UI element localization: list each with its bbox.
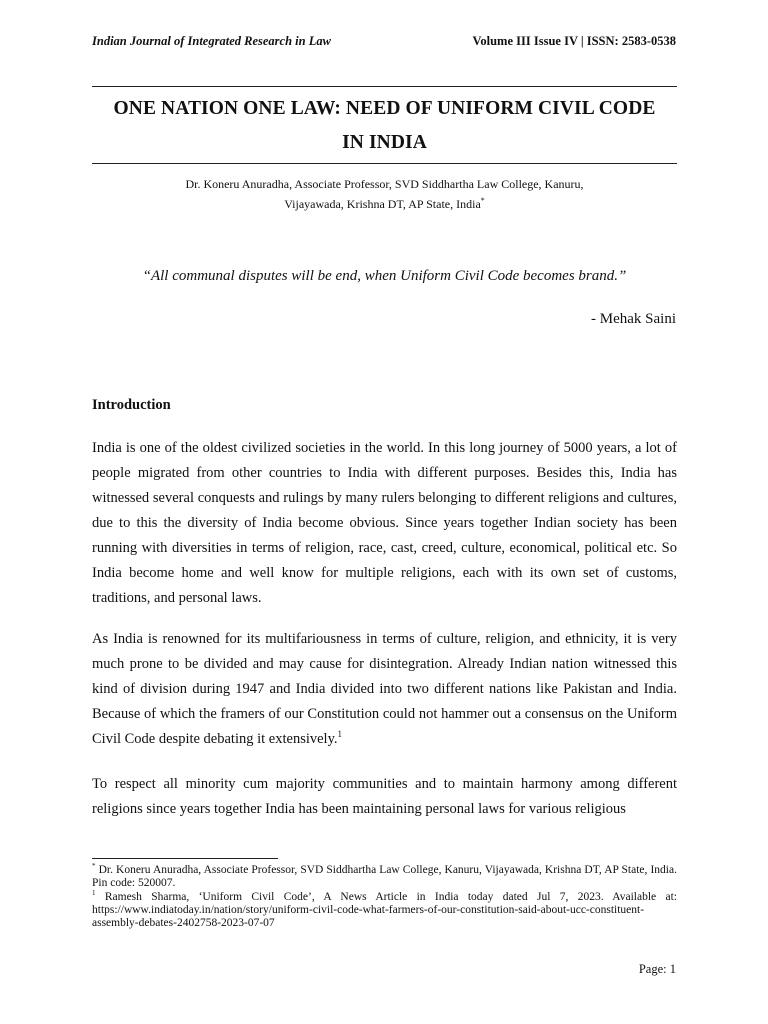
title-top-rule <box>92 86 677 87</box>
footnote-author: * Dr. Koneru Anuradha, Associate Professor, SVD Siddhartha Law College, Kanuru, Vijayawada, Krishna DT, AP State, India. Pin code: 520007. <box>92 862 677 890</box>
footnotes <box>92 864 677 930</box>
footnote-1: $^1$ Ramesh Sharma, ‘Uniform Civil Code’, A News Article in India today dated Jul 7, 2023. Available at: https://www.indiatoday.in/nation/story/uniform-civil-code-what-farmers-of-our-constitution-said-about-ucc-constituent-assembly-debates-2402758-2023-07-07 <box>92 888 677 930</box>
footnote-separator <box>92 858 278 859</box>
paragraph-2: As India is renowned for its multifariousness in terms of culture, religion, and ethnicity, it is very much prone to be divided and may cause for disintegration. Already Indian nation witnessed this kind of division during 1947 and India divided into two different nations like Pakistan and India. Because of which the framers of our Constitution could not hammer out a consensus on the Uniform Civil Code despite debating it extensively.$^1$ <box>92 631 677 747</box>
author-affiliation <box>92 177 677 212</box>
paragraph-3: To respect all minority cum majority communities and to maintain harmony among different religions since years together India has been maintaining personal laws for various religious <box>92 776 677 817</box>
page-number: Page: 1 <box>638 962 676 976</box>
section-heading-introduction: Introduction <box>92 397 171 413</box>
paragraph-1: India is one of the oldest civilized societies in the world. In this long journey of 5000 years, a lot of people migrated from other countries to India with different purposes. Besides this, India has witnessed several conquests and rulings by many rulers belonging to different religions and cultures, due to this the diversity of India become obvious. Since years together Indian society has been running with diversities in terms of religion, race, cast, creed, culture, economical, political etc. So India become home and well know for multiple religions, each with its own set of customs, traditions, and personal laws. <box>92 440 677 606</box>
journal-name: Indian Journal of Integrated Research in Law <box>92 34 331 48</box>
title-bottom-rule <box>92 163 677 164</box>
epigraph-quote: “All communal disputes will be end, when Uniform Civil Code becomes brand.” <box>142 268 627 284</box>
title-line-2: IN INDIA <box>342 132 427 153</box>
author-line-1: Dr. Koneru Anuradha, Associate Professor, SVD Siddhartha Law College, Kanuru, <box>185 177 584 191</box>
volume-issn: Volume III Issue IV | ISSN: 2583-0538 <box>472 34 676 48</box>
paper-title <box>92 92 677 160</box>
author-line-2: Vijayawada, Krishna DT, AP State, India* <box>284 195 485 211</box>
author-footnote-mark: * <box>480 195 485 205</box>
footnote-ref-1: 1 <box>337 729 343 740</box>
epigraph-attribution: - Mehak Saini <box>591 311 676 327</box>
title-line-1: ONE NATION ONE LAW: NEED OF UNIFORM CIVIL CODE <box>113 98 656 119</box>
